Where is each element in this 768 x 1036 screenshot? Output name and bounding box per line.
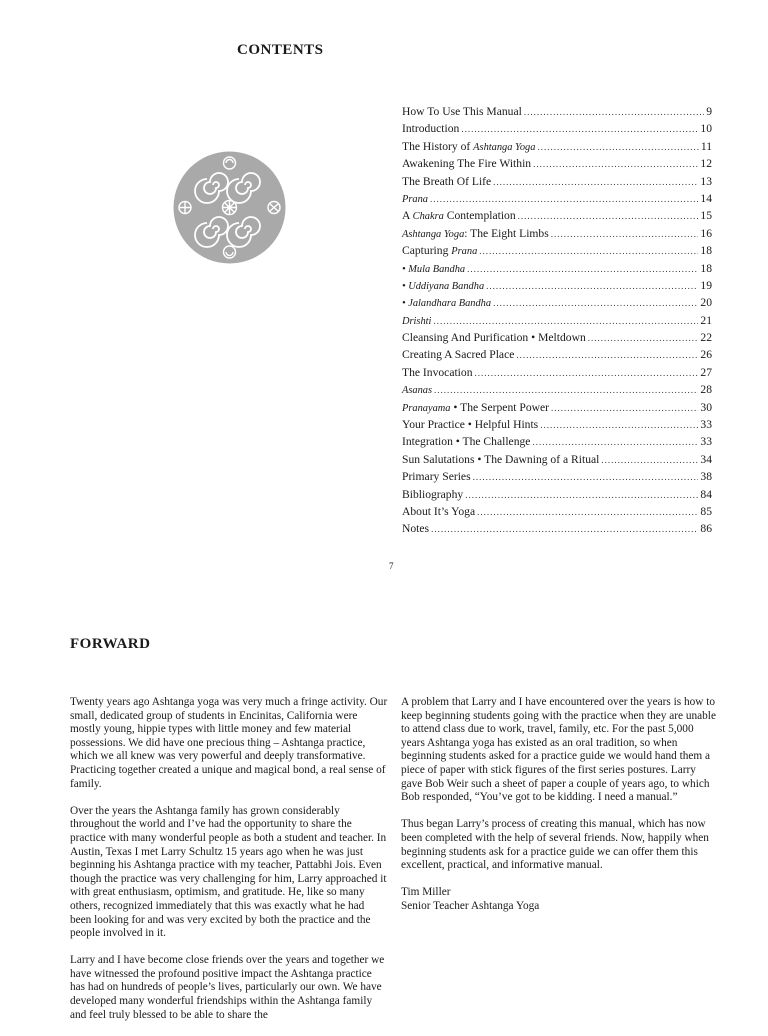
toc-entry-page: 9	[706, 105, 712, 118]
toc-entry-title-part: • Jalandhara Bandha	[402, 298, 492, 310]
toc-entry	[402, 138, 712, 155]
toc-entry-title	[402, 260, 465, 278]
table-of-contents	[402, 103, 712, 538]
toc-entry	[402, 503, 712, 520]
toc-entry-page: 18	[700, 244, 712, 258]
toc-entry-title-part: Primary Series	[402, 470, 471, 484]
toc-leader-dots	[461, 121, 698, 138]
toc-entry	[402, 260, 712, 277]
toc-entry-page: 33	[700, 435, 712, 449]
toc-entry-title-part: Introduction	[402, 122, 460, 136]
toc-entry	[402, 433, 712, 450]
toc-entry-title	[402, 207, 516, 225]
toc-entry-title	[402, 329, 586, 346]
toc-leader-dots	[588, 330, 699, 347]
toc-leader-dots	[551, 400, 698, 417]
toc-entry-title-part: Prana	[451, 246, 478, 258]
toc-entry-title	[402, 399, 549, 417]
toc-entry-title-part: Integration • The Challenge	[402, 435, 531, 449]
toc-entry-page: 27	[700, 365, 712, 379]
toc-entry-title-part: Your Practice • Helpful Hints	[402, 418, 539, 432]
toc-leader-dots	[516, 347, 698, 364]
toc-entry	[402, 346, 712, 363]
toc-leader-dots	[434, 382, 698, 399]
toc-entry-title-part: Bibliography	[402, 487, 464, 501]
toc-entry-page: 26	[700, 348, 712, 362]
toc-entry-page: 21	[700, 313, 712, 327]
toc-entry-title-part: • The Serpent Power	[450, 400, 549, 414]
toc-leader-dots	[601, 452, 698, 469]
toc-entry-page: 28	[700, 383, 712, 397]
toc-entry-title	[402, 173, 491, 190]
toc-entry-title-part: The History of	[402, 139, 474, 153]
toc-leader-dots	[431, 521, 698, 538]
toc-entry-title-part: Prana	[402, 193, 428, 205]
toc-entry-title	[402, 346, 514, 363]
toc-entry-title-part: About It’s Yoga	[402, 504, 476, 518]
toc-entry-title	[402, 120, 459, 137]
toc-entry-title-part: How To Use This Manual	[402, 105, 522, 118]
toc-entry-page: 16	[700, 226, 712, 240]
toc-entry	[402, 520, 712, 537]
toc-entry-page: 22	[700, 331, 712, 345]
toc-entry	[402, 329, 712, 346]
toc-entry-title-part: • Mula Bandha	[402, 263, 466, 275]
toc-leader-dots	[532, 434, 698, 451]
toc-entry-title	[402, 486, 463, 503]
toc-entry-title	[402, 312, 431, 330]
toc-entry-title-part: : The Eight Limbs	[464, 226, 549, 240]
toc-entry-title	[402, 277, 484, 295]
toc-entry-page: 11	[700, 139, 712, 153]
toc-entry-title	[402, 451, 599, 468]
forward-paragraph: Twenty years ago Ashtanga yoga was very much a fringe activity. Our small, dedicated group of students in Encinitas, California were mostly young, hippie types with little money and few material possessions. We did have one precious thing – Ashtanga practice, which we all knew was very powerful and deeply transformative. Practicing together created a unique and magical bond, a real sense of family.	[70, 696, 388, 790]
toc-entry-title-part: Sun Salutations • The Dawning of a Ritual	[402, 452, 600, 466]
toc-leader-dots	[430, 191, 698, 208]
toc-entry-title	[402, 242, 477, 260]
forward-paragraph: Over the years the Ashtanga family has grown considerably throughout the world and I’ve had the opportunity to share the practice with many wonderful people as both a student and teacher. In Austin, Texas I met Larry Schultz 15 years ago when he was just beginning his Ashtanga practice with my teacher, Pattabhi Jois. Even though the practice was very challenging for him, Larry approached it with great enthusiasm, optimism, and gratitude. He, like so many others, recognized immediately that this was exactly what he had been looking for and was very excited by both the practice and the people involved in it.	[70, 804, 387, 940]
toc-entry-title	[402, 433, 530, 450]
spiral-emblem-icon	[173, 151, 286, 264]
toc-leader-dots	[433, 313, 698, 330]
toc-leader-dots	[518, 208, 699, 225]
toc-leader-dots	[524, 104, 704, 121]
toc-entry	[402, 451, 712, 468]
toc-entry-page: 12	[700, 157, 712, 171]
toc-entry	[402, 312, 712, 329]
toc-leader-dots	[533, 156, 698, 173]
toc-leader-dots	[486, 278, 698, 295]
toc-leader-dots	[551, 226, 699, 243]
toc-entry-title-part: Drishti	[402, 315, 432, 327]
toc-leader-dots	[479, 243, 698, 260]
toc-entry	[402, 277, 712, 294]
toc-entry-title	[402, 468, 471, 485]
toc-entry-title-part: Chakra	[412, 211, 444, 223]
forward-paragraph: Thus began Larry’s process of creating this manual, which has now been completed with the help of several friends. Now, happily when beginning students ask for a practice guide we can offer them this excellent, practical, and informative manual.	[401, 818, 709, 872]
toc-entry	[402, 468, 712, 485]
toc-entry-page: 30	[700, 400, 712, 414]
page-number: 7	[389, 561, 394, 571]
toc-entry	[402, 381, 712, 398]
toc-entry-title-part: The Breath Of Life	[402, 174, 492, 188]
toc-entry-page: 33	[700, 418, 712, 432]
toc-leader-dots	[493, 295, 698, 312]
toc-entry-title-part: Pranayama	[402, 402, 451, 414]
toc-entry-page: 34	[700, 452, 712, 466]
toc-leader-dots	[475, 365, 699, 382]
toc-entry-title-part: Asanas	[402, 385, 433, 397]
toc-entry-title-part: Capturing	[402, 244, 452, 258]
toc-leader-dots	[540, 417, 698, 434]
toc-entry	[402, 103, 712, 120]
toc-entry	[402, 294, 712, 311]
forward-paragraph: A problem that Larry and I have encountered over the years is how to keep beginning students going with the practice when they are unable to attend class due to work, travel, family, etc. For the past 5,000 years Ashtanga yoga has existed as an oral tradition, so when beginning students asked for a practice guide we would hand them a piece of paper with stick figures of the first series postures. Larry gave Bob Weir such a sheet of paper a couple of years ago, to which Bob responded, “You’ve got to be kidding. I need a manual.”	[401, 696, 716, 804]
forward-title: FORWARD	[70, 636, 151, 652]
toc-entry	[402, 190, 712, 207]
toc-leader-dots	[477, 504, 698, 521]
toc-entry-title-part: Ashtanga Yoga	[402, 228, 465, 240]
toc-entry-title-part: A	[402, 209, 413, 223]
toc-entry-title	[402, 416, 538, 433]
toc-entry	[402, 173, 712, 190]
toc-entry-title	[402, 190, 428, 208]
toc-entry-page: 38	[700, 470, 712, 484]
signature-title: Senior Teacher Ashtanga Yoga	[401, 899, 540, 912]
toc-entry-title	[402, 294, 491, 312]
toc-entry	[402, 225, 712, 242]
toc-entry-title	[402, 364, 473, 381]
toc-entry-title	[402, 503, 475, 520]
toc-entry-title-part: Contemplation	[443, 209, 516, 223]
forward-left-column	[70, 696, 388, 1036]
toc-entry-title-part: Awakening The Fire Within	[402, 157, 532, 171]
toc-entry-page: 20	[700, 296, 712, 310]
toc-entry	[402, 416, 712, 433]
forward-right-column	[401, 696, 719, 914]
toc-entry-page: 13	[700, 174, 712, 188]
toc-entry	[402, 120, 712, 137]
toc-entry-title	[402, 225, 549, 243]
toc-entry-page: 18	[700, 261, 712, 275]
toc-entry-page: 14	[700, 191, 712, 205]
toc-entry-title-part: Cleansing And Purification • Meltdown	[402, 331, 586, 345]
toc-entry	[402, 242, 712, 259]
toc-entry-title	[402, 520, 429, 537]
toc-leader-dots	[465, 487, 698, 504]
toc-entry	[402, 155, 712, 172]
toc-entry-title-part: Ashtanga Yoga	[473, 141, 536, 153]
toc-entry-title	[402, 138, 535, 156]
toc-entry-title-part: The Invocation	[402, 365, 473, 379]
toc-entry-page: 10	[700, 122, 712, 136]
toc-entry-title	[402, 381, 432, 399]
toc-entry	[402, 399, 712, 416]
toc-entry-page: 86	[700, 522, 712, 536]
toc-leader-dots	[493, 174, 698, 191]
contents-title: CONTENTS	[237, 42, 324, 58]
toc-entry	[402, 364, 712, 381]
toc-entry-page: 84	[700, 487, 712, 501]
signature-name: Tim Miller	[401, 886, 451, 899]
toc-entry-page: 15	[700, 209, 712, 223]
toc-entry-title	[402, 155, 531, 172]
toc-leader-dots	[537, 139, 698, 156]
toc-entry-title	[402, 103, 522, 120]
toc-entry	[402, 486, 712, 503]
toc-entry-title-part: • Uddiyana Bandha	[402, 280, 485, 292]
toc-entry-page: 85	[700, 504, 712, 518]
toc-entry	[402, 207, 712, 224]
toc-leader-dots	[467, 261, 698, 278]
toc-entry-title-part: Creating A Sacred Place	[402, 348, 515, 362]
toc-entry-title-part: Notes	[402, 522, 430, 536]
toc-leader-dots	[473, 469, 699, 486]
toc-entry-page: 19	[700, 278, 712, 292]
forward-paragraph: Larry and I have become close friends over the years and together we have witnessed the profound positive impact the Ashtanga practice has had on hundreds of people’s lives, particularly our own. We have developed many wonderful friendships within the Ashtanga family and feel truly blessed to be able to share the	[70, 954, 385, 1021]
